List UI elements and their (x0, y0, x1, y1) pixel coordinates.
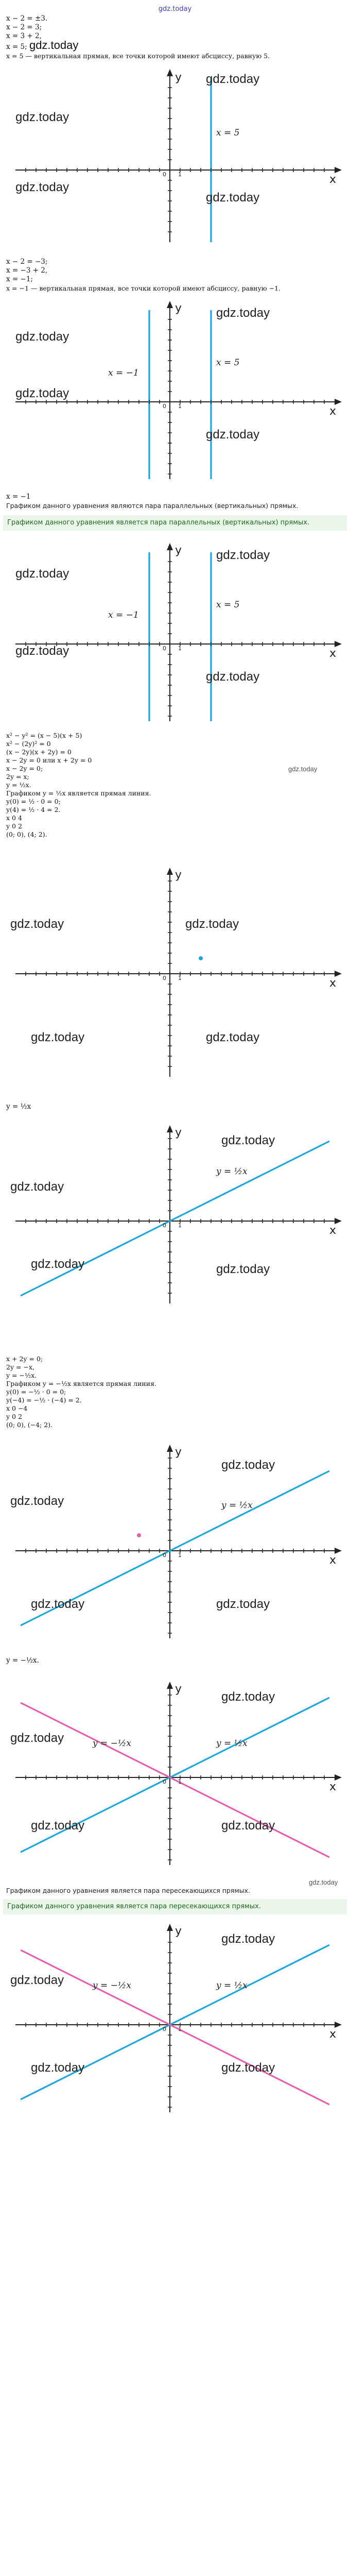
line-label: y = ½x (216, 1166, 248, 1177)
watermark: gdz.today (10, 1731, 64, 1745)
watermark: gdz.today (206, 191, 260, 205)
equation-line: x = −3 + 2, (6, 266, 48, 275)
watermark: gdz.today (221, 1133, 275, 1147)
watermark: gdz.today (31, 1597, 85, 1611)
y-axis-label: y (175, 1126, 182, 1139)
graph-4-svg (0, 866, 350, 1082)
watermark: gdz.today (288, 765, 318, 773)
watermark: gdz.today (206, 72, 260, 86)
x-axis-label: x (329, 2028, 337, 2041)
equation-line: x = 3 + 2, (6, 32, 42, 40)
graph-7-svg (0, 1680, 350, 1870)
unit-label: 1 (178, 1778, 182, 1785)
watermark: gdz.today (15, 644, 69, 658)
origin-label: 0 (163, 403, 166, 410)
unit-label: 1 (178, 645, 182, 652)
equation-line: x = 5; gdz.today (6, 39, 79, 52)
line-label: y = ½x (221, 1500, 253, 1511)
line-label: y = ½x (216, 1980, 248, 1991)
equation-block-3 (6, 732, 151, 839)
watermark: gdz.today (15, 567, 69, 581)
watermark: gdz.today (31, 1257, 85, 1271)
watermark: gdz.today (10, 1494, 64, 1508)
origin-label: 0 (163, 1222, 166, 1229)
y-axis-label: y (175, 1925, 182, 1938)
answer-highlight: Графиком данного уравнения является пара пересекающихся прямых. (3, 1899, 347, 1914)
graph-1 (0, 67, 350, 247)
equation-line: Графиком y = −½x является прямая линия. (6, 1380, 156, 1387)
equation-line: y = −½x. (6, 1371, 37, 1379)
x-axis-label: x (329, 405, 337, 418)
line-label: y = −½x (93, 1738, 131, 1749)
equation-line: y(0) = −½ · 0 = 0; (6, 1388, 66, 1396)
unit-label: 1 (178, 171, 182, 178)
point-4-2 (199, 956, 203, 960)
x-axis-label: x (329, 977, 337, 990)
graph-8-svg (0, 1922, 350, 2117)
equation-line: y 0 2 (6, 1413, 22, 1420)
line-label: y = ½x (216, 1738, 248, 1749)
watermark: gdz.today (185, 917, 239, 931)
watermark: gdz.today (10, 917, 64, 931)
line-label: x = 5 (216, 600, 240, 610)
origin-label: 0 (163, 1778, 166, 1785)
x-axis-label: x (329, 1554, 337, 1567)
y-axis-label: y (175, 71, 182, 84)
equation-line: x + 2y = 0; (6, 1355, 43, 1363)
equation-line: y(4) = ½ · 4 = 2. (6, 806, 61, 814)
conclusion-text: Графиком данного уравнения являются пара параллельных (вертикальных) прямых. (6, 502, 299, 510)
equation-line: y = ½x. (6, 781, 31, 789)
line-y-half-x (21, 1945, 329, 2099)
origin-label: 0 (163, 645, 166, 652)
equation-line: Графиком y = ½x является прямая линия. (6, 789, 151, 797)
watermark: gdz.today (221, 1819, 275, 1833)
equation-line: x² − (2y)² = 0 (6, 740, 51, 748)
unit-label: 1 (178, 2026, 182, 2032)
x-axis-label: x (329, 647, 337, 660)
line-label: x = 5 (216, 358, 240, 368)
x-axis-label: x (329, 173, 337, 186)
equation-line: x² − y² = (x − 5)(x + 5) (6, 732, 82, 739)
equation-block-1 (6, 14, 270, 60)
equation-line: y 0 2 (6, 822, 22, 830)
y-axis-label: y (175, 302, 182, 315)
graph-1-svg (0, 67, 350, 247)
origin-label: 0 (163, 2026, 166, 2032)
line-label: x = −1 (108, 610, 139, 620)
equation-line: 2y = −x, (6, 1363, 34, 1371)
line-y-minus-half-x (21, 1703, 329, 1857)
equation-line: x − 2 = ±3. (6, 14, 48, 23)
point-minus4-2 (137, 1533, 141, 1537)
watermark: gdz.today (309, 1878, 338, 1886)
watermark: gdz.today (206, 670, 260, 684)
equation-line: x − 2y = 0; (6, 765, 43, 772)
watermark: gdz.today (206, 1030, 260, 1044)
graph-7 (0, 1680, 350, 1870)
equation-line: x − 2y = 0 или x + 2y = 0 (6, 756, 92, 764)
watermark: gdz.today (31, 2061, 85, 2075)
equation-line: x = −1; (6, 275, 33, 283)
graph-6 (0, 1443, 350, 1643)
graph-2 (0, 299, 350, 484)
watermark: gdz.today (10, 1973, 64, 1987)
site-header[interactable]: gdz.today (158, 5, 192, 13)
line-label: y = −½x (93, 1980, 131, 1991)
equation-block-5 (6, 1355, 156, 1429)
equation-line: x = 5 — вертикальная прямая, все точки которой имеют абсциссу, равную 5. (6, 52, 270, 60)
origin-label: 0 (163, 975, 166, 981)
unit-label: 1 (178, 1222, 182, 1229)
watermark: gdz.today (15, 330, 69, 344)
watermark: gdz.today (221, 1458, 275, 1472)
answer-line: x = −1 (6, 493, 31, 501)
origin-label: 0 (163, 1552, 166, 1558)
watermark: gdz.today (29, 39, 79, 52)
line-label: x = −1 (108, 368, 139, 378)
watermark: gdz.today (15, 386, 69, 400)
graph-5-svg (0, 1123, 350, 1309)
equation-line: y(0) = ½ · 0 = 0; (6, 798, 61, 805)
x-axis-label: x (329, 1781, 337, 1793)
conclusion-text: Графиком данного уравнения является пара пересекающихся прямых. (6, 1887, 250, 1894)
graph-4 (0, 866, 350, 1082)
unit-label: 1 (178, 403, 182, 410)
y-axis-label: y (175, 1446, 182, 1459)
watermark: gdz.today (221, 2061, 275, 2075)
unit-label: 1 (178, 975, 182, 981)
origin-label: 0 (163, 171, 166, 178)
watermark: gdz.today (216, 306, 270, 320)
graph-5 (0, 1123, 350, 1309)
line-label: x = 5 (216, 128, 240, 138)
watermark: gdz.today (206, 428, 260, 442)
watermark: gdz.today (221, 1690, 275, 1704)
equation-line: x − 2 = −3; (6, 258, 48, 266)
unit-label: 1 (178, 1552, 182, 1558)
equation-line: y = ½x (6, 1103, 31, 1111)
equation-line: (0; 0), (−4; 2). (6, 1421, 53, 1429)
equation-line: x 0 −4 (6, 1404, 28, 1412)
graph-6-svg (0, 1443, 350, 1643)
line-y-minus-half-x (21, 1950, 329, 2105)
y-axis-label: y (175, 869, 182, 882)
equation-block-2 (6, 258, 341, 293)
line-y-half-x (21, 1141, 329, 1296)
equation-line: x 0 4 (6, 814, 22, 822)
watermark: gdz.today (216, 1597, 270, 1611)
answer-highlight: Графиком данного уравнения является пара параллельных (вертикальных) прямых. (3, 515, 347, 531)
graph-8 (0, 1922, 350, 2117)
y-axis-label: y (175, 544, 182, 557)
equation-line: x = −1 — вертикальная прямая, все точки которой имеют абсциссу, равную −1. (6, 284, 281, 292)
watermark: gdz.today (15, 110, 69, 124)
watermark: gdz.today (31, 1030, 85, 1044)
watermark: gdz.today (31, 1819, 85, 1833)
watermark: gdz.today (216, 1262, 270, 1276)
equation-line: y(−4) = −½ · (−4) = 2. (6, 1396, 82, 1404)
watermark: gdz.today (221, 1932, 275, 1946)
equation-line: 2y = x; (6, 773, 29, 781)
watermark: gdz.today (216, 548, 270, 562)
graph-3 (0, 541, 350, 726)
watermark: gdz.today (10, 1180, 64, 1194)
watermark: gdz.today (15, 180, 69, 194)
equation-line: (x − 2y)(x + 2y) = 0 (6, 748, 72, 756)
equation-line: x − 2 = 3; (6, 23, 42, 31)
equation-line: y = −½x. (6, 1656, 39, 1665)
equation-line: (0; 0), (4; 2). (6, 831, 47, 838)
y-axis-label: y (175, 1683, 182, 1696)
x-axis-label: x (329, 1224, 337, 1237)
